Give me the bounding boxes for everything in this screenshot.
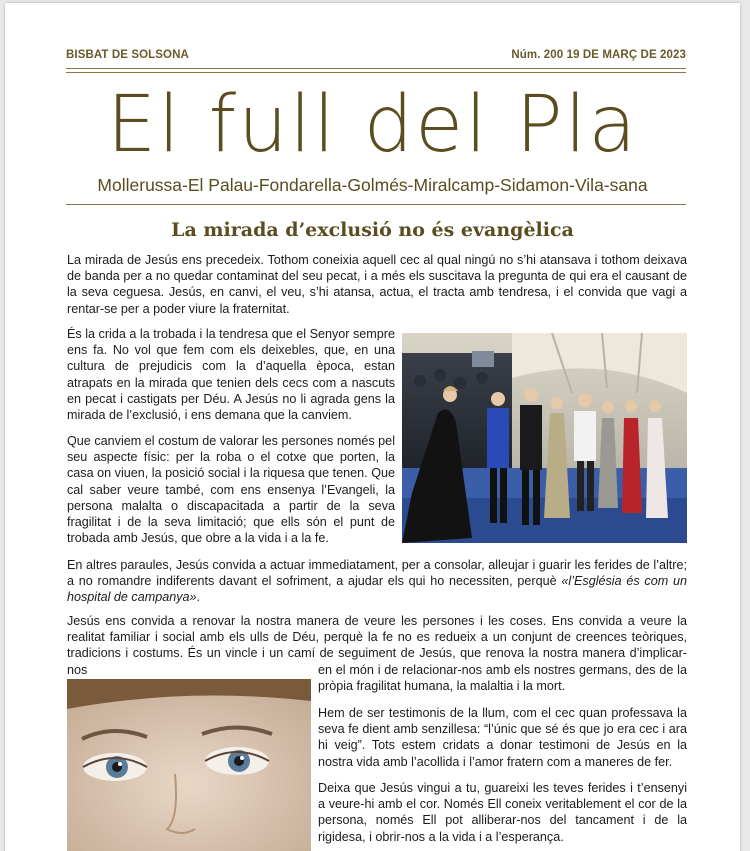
paragraph-4-text: En altres paraules, Jesús convida a actuar immediatament, per a consolar, alleujar i guarir les ferides de l’altre; a no romandre indiferents davant el sofriment, a ajudar els qui ho necessiten, perquè <box>67 558 687 589</box>
paragraph-1: La mirada de Jesús ens precedeix. Tothom coneixia aquell cec al qual ningú no s’hi atansava i tothom deixava de banda per a no quedar contaminat del seu pecat, i a més els suscitava la pregunta de qui era el causant de la seva ceguesa. Jesús, en canvi, el veu, s’hi atansa, actua, el tracta amb tendresa, i el convida que vagi a rentar-se per a poder viure la fraternitat. <box>67 253 687 316</box>
issue-label: Núm. 200 19 DE MARÇ DE 2023 <box>511 49 686 61</box>
paragraph-4 <box>67 557 687 606</box>
article-headline: La mirada d’exclusió no és evangèlica <box>171 219 574 241</box>
newsletter-page <box>5 3 740 851</box>
paragraph-6: Hem de ser testimonis de la llum, com el cec quan professava la seva fe dient amb senzillesa: “l’únic que sé és que jo era cec i ara hi veig”. Tots estem cridats a donar testimoni de Jesús en la nostra vida amb l’acollida i l’amor fratern com a maneres de fer. <box>318 706 687 769</box>
header-rule-double <box>66 72 686 73</box>
red-carpet-photo-illustration <box>402 333 687 543</box>
paragraph-3: Que canviem el costum de valorar les persones només pel seu aspecte físic: per la roba o el cotxe que porten, la casa on viuen, la posició social i la riquesa que tenen. Que cal saber veure també, com ens ensenya l’Evangeli, la persona malalta o discapacitada a partir de la seva fragilitat i de la seva limitació; que ells són el punt de trobada amb Jesús, que obre a la vida i a la fe. <box>67 434 395 546</box>
top-bar <box>66 49 686 69</box>
paragraph-7: Deixa que Jesús vingui a tu, guareixi les teves ferides i t’ensenyi a veure-hi amb el cor. Només Ell coneix veritablement el cor de la persona, només Ell pot alliberar-nos del tancament i de la rigidesa, i obrir-nos a la vida i a l’esperança. <box>318 781 687 844</box>
header-rule <box>66 68 686 69</box>
paragraph-5: Jesús ens convida a renovar la nostra manera de veure les persones i les coses. Ens convida a veure la realitat familiar i social amb els ulls de Déu, perquè la fe no es redueix a un conjunt de creences teòriques, tradicions i costums. És un vincle i un camí de seguiment de Jesús, que renova la nostra manera d’implicar-nos <box>67 614 687 677</box>
masthead-towns: Mollerussa-El Palau-Fondarella-Golmés-Miralcamp-Sidamon-Vila-sana <box>97 175 648 195</box>
child-eyes-photo-illustration <box>67 679 311 851</box>
diocese-label: BISBAT DE SOLSONA <box>66 49 189 61</box>
paragraph-4-quote: «l’Església és com un hospital de campanya» <box>67 574 687 605</box>
paragraph-4-end: . <box>196 590 201 605</box>
paragraph-2: És la crida a la trobada i la tendresa que el Senyor sempre ens fa. No vol que fem com els deixebles, que, en una cultura de prejudicis com la d’aquella època, estan atrapats en la mirada que tenien dels cecs com a nascuts en pecat i castigats per Déu. A Jesús no li agrada gens la mirada de l’exclusió, i ens demana que la canviem. <box>67 327 395 423</box>
masthead-title: El full del Pla <box>106 80 639 170</box>
masthead-rule <box>66 204 686 205</box>
child-eyes-photo <box>67 679 311 851</box>
paragraph-5-continued: en el món i de relacionar-nos amb els nostres germans, des de la pròpia fragilitat humana, la malaltia i la mort. <box>318 663 687 694</box>
red-carpet-photo <box>402 333 687 543</box>
